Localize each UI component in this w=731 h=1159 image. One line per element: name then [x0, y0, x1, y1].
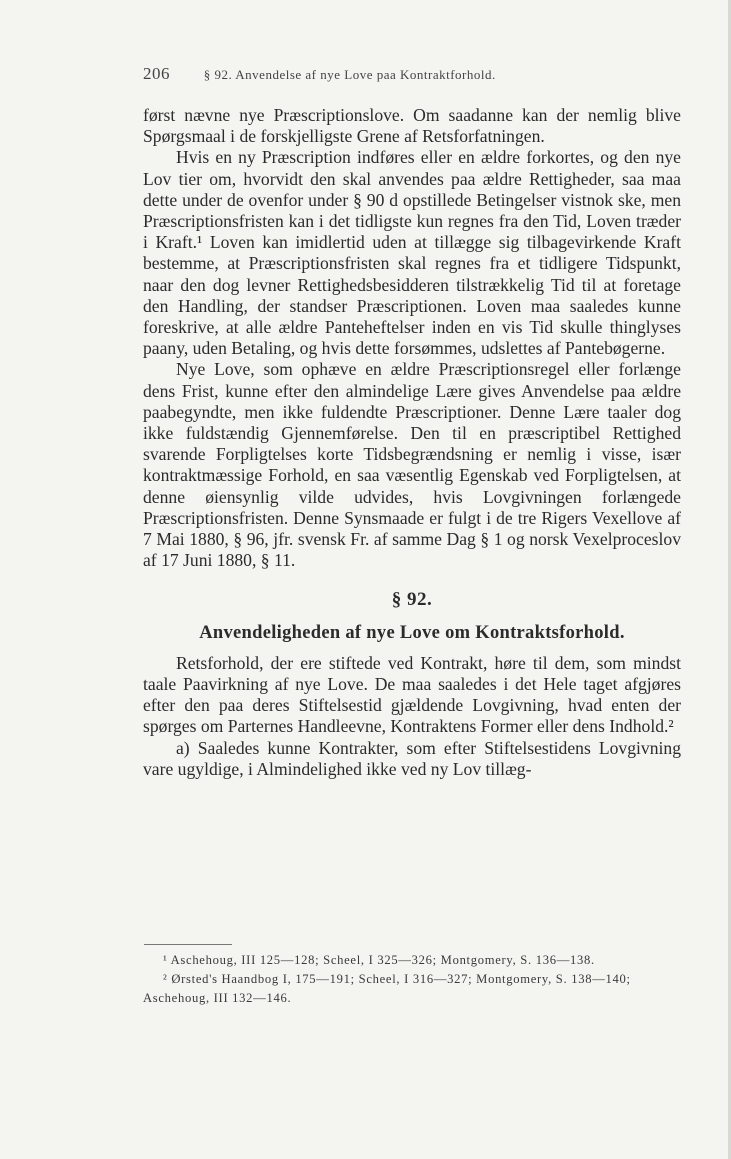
paragraph: Retsforhold, der ere stiftede ved Kontrakt, høre til dem, som mindst taale Paavirkning af nye Love. De maa saaledes i det Hele taget afgjøres efter den paa deres Stiftelsestid gjældende Lovgivning, hvad enten der spørges om Parternes Handleevne, Kontraktens Former eller dens Indhold.²: [143, 652, 681, 737]
section-number: § 92.: [391, 589, 433, 611]
paragraph: a) Saaledes kunne Kontrakter, som efter Stiftelsestidens Lovgivning vare ugyldige, i Almindelighed ikke ved ny Lov tillæg-: [143, 737, 681, 779]
section-title: Anvendeligheden af nye Love om Kontraktsforhold.: [199, 622, 625, 643]
main-text: [143, 105, 681, 780]
footnote: ² Ørsted's Haandbog I, 175—191; Scheel, I 316—327; Montgomery, S. 138—140; Aschehoug, III 132—146.: [143, 972, 631, 1005]
paragraph: Hvis en ny Præscription indføres eller en ældre forkortes, og den nye Lov tier om, hvorvidt den skal anvendes paa ældre Rettigheder, saa maa dette under de ovenfor under § 90 d opstillede Betingelser vistnok ske, men Præscriptionsfristen kan i det tidligste kun regnes fra den Tid, Loven træder i Kraft.¹ Loven kan imidlertid uden at tillægge sig tilbagevirkende Kraft bestemme, at Præscriptionsfristen skal regnes fra et tidligere Tidspunkt, naar den dog levner Rettighedsbesidderen tilstrækkelig Tid til at foretage den Handling, der standser Præscriptionen. Loven maa saaledes kunne foreskrive, at alle ældre Panteheftelser inden en vis Tid skulle thinglyses paany, uden Betaling, og hvis dette forsømmes, udslettes af Pantebøgerne.: [143, 147, 681, 359]
footnotes: [143, 951, 681, 1008]
paragraph: først nævne nye Præscriptionslove. Om saadanne kan der nemlig blive Spørgsmaal i de forskjelligste Grene af Retsforfatningen.: [143, 105, 681, 147]
running-header: [143, 64, 598, 84]
footnote-divider: [144, 944, 232, 945]
footnote: ¹ Aschehoug, III 125—128; Scheel, I 325—326; Montgomery, S. 136—138.: [163, 953, 595, 967]
running-title: § 92. Anvendelse af nye Love paa Kontraktforhold.: [203, 67, 496, 82]
paragraph: Nye Love, som ophæve en ældre Præscriptionsregel eller forlænge dens Frist, kunne efter den almindelige Lære gives Anvendelse paa ældre paabegyndte, men ikke fuldendte Præscriptioner. Denne Lære taaler dog ikke fuldstændig Gjennemførelse. Den til en præscriptibel Rettighed svarende Forpligtelses korte Tidsbegrændsning er nemlig i visse, især kontraktmæssige Forhold, en saa væsentlig Egenskab ved Forpligtelsen, at denne øiensynlig vilde udvides, hvis Lovgivningen forlængede Præscriptionsfristen. Denne Synsmaade er fulgt i de tre Rigers Vexellove af 7 Mai 1880, § 96, jfr. svensk Fr. af samme Dag § 1 og norsk Vexelproceslov af 17 Juni 1880, § 11.: [143, 359, 681, 571]
page-number: 206: [143, 64, 170, 83]
